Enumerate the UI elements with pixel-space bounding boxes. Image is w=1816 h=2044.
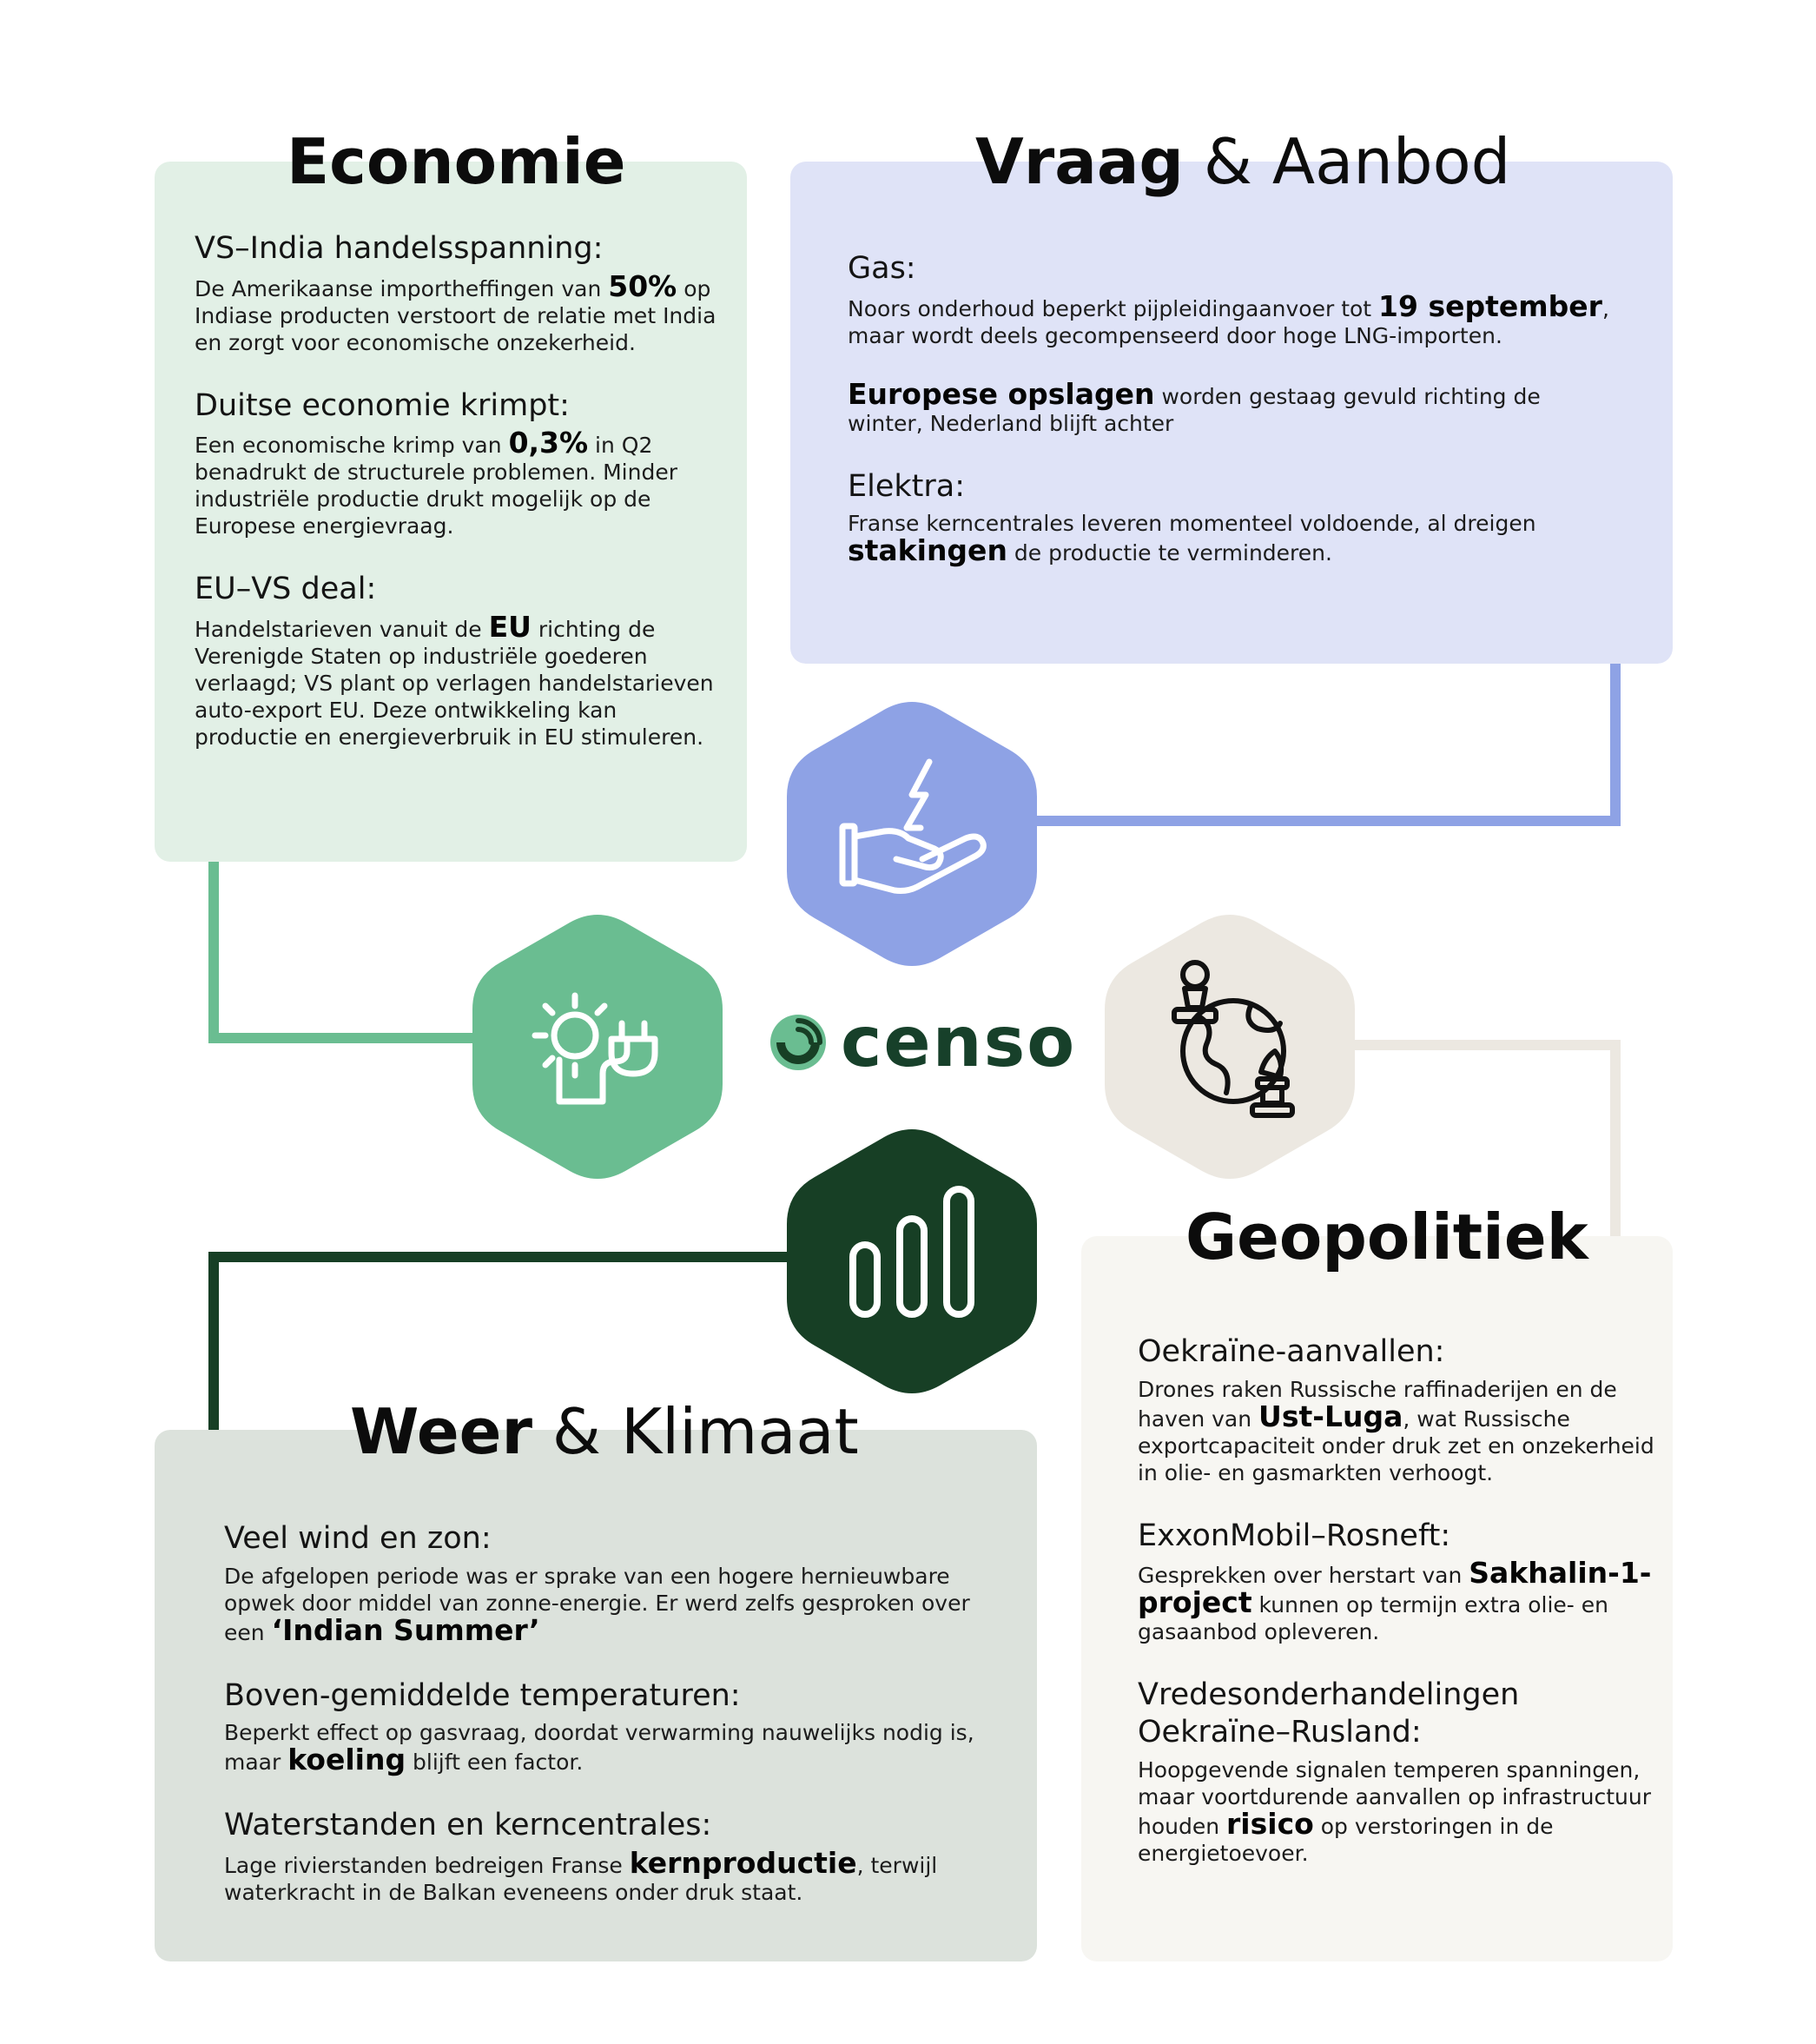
vraag-aanbod-content (848, 250, 1621, 598)
geo-section-1 (1138, 1333, 1659, 1486)
vraag-section-1 (848, 250, 1621, 349)
section-heading: Elektra: (848, 468, 965, 504)
section-text: De Amerikaanse importheffingen van 50% op Indiase producten verstoort de relatie met India en zorgt voor economische onzekerheid. (195, 268, 716, 355)
vraag-section-3 (848, 468, 1621, 567)
geopolitiek-hex (1105, 912, 1355, 1181)
section-text: Europese opslagen worden gestaag gevuld richting de winter, Nederland blijft achter (848, 376, 1541, 436)
economie-section-1 (195, 230, 724, 356)
section-text: Noors onderhoud beperkt pijpleidingaanvoer tot 19 september, maar wordt deels gecompenseerd door hoge LNG-importen. (848, 288, 1609, 348)
weer-section-2 (224, 1677, 997, 1776)
section-heading: Vredesonderhandelingen Oekraïne–Rusland: (1138, 1677, 1520, 1750)
section-heading: EU–VS deal: (195, 572, 377, 607)
vraag-section-2 (848, 376, 1621, 437)
section-heading: Boven-gemiddelde temperaturen: (224, 1677, 741, 1713)
weer-section-1 (224, 1520, 997, 1646)
section-heading: Veel wind en zon: (224, 1521, 492, 1556)
vraag-aanbod-title: Vraag & Aanbod (975, 125, 1511, 198)
weer-section-3 (224, 1807, 997, 1906)
economie-content (195, 230, 724, 782)
geo-section-3 (1138, 1677, 1659, 1866)
section-text: Franse kerncentrales leveren momenteel voldoende, al dreigen stakingen de productie te verminderen. (848, 511, 1536, 568)
section-heading: Gas: (848, 251, 916, 286)
section-heading: VS–India handelsspanning: (195, 231, 604, 266)
logo-text: censo (841, 1002, 1077, 1082)
economie-section-2 (195, 387, 724, 540)
weer-klimaat-hex (787, 1127, 1037, 1396)
economie-section-3 (195, 571, 724, 751)
section-text: Gesprekken over herstart van Sakhalin-1-project kunnen op termijn extra olie- en gasaanbod opleveren. (1138, 1556, 1652, 1645)
section-heading: Waterstanden en kerncentrales: (224, 1808, 712, 1843)
section-text: Lage rivierstanden bedreigen Franse kernproductie, terwijl waterkracht in de Balkan eveneens onder druk staat. (224, 1846, 938, 1906)
section-text: De afgelopen periode was er sprake van een hogere hernieuwbare opwek door middel van zonne-energie. Er werd zelfs gesproken over een ‘Indian Summer’ (224, 1563, 970, 1647)
censo-logo-icon (768, 1012, 829, 1073)
economie-title: Economie (287, 125, 626, 198)
geopolitiek-content (1138, 1333, 1659, 1898)
section-heading: ExxonMobil–Rosneft: (1138, 1518, 1451, 1553)
vraag-aanbod-hex (787, 699, 1037, 969)
weer-klimaat-content (224, 1520, 997, 1937)
section-text: Een economische krimp van 0,3% in Q2 benadrukt de structurele problemen. Minder industriële productie drukt mogelijk op de Europese energievraag. (195, 426, 678, 539)
section-heading: Oekraïne-aanvallen: (1138, 1334, 1445, 1369)
section-text: Hoopgevende signalen temperen spanningen, maar voortdurende aanvallen op infrastructuur houden risico op verstoringen in de energietoevoer. (1138, 1756, 1651, 1866)
section-text: Handelstarieven vanuit de EU richting de Verenigde Staten op industriële goederen verlaagd; VS plant op verlagen handelstarieven auto-export EU. Deze ontwikkeling kan productie en energieverbruik in EU stimuleren. (195, 610, 714, 751)
weer-klimaat-title: Weer & Klimaat (350, 1395, 859, 1468)
section-text: Drones raken Russische raffinaderijen en de haven van Ust-Luga, wat Russische exportcapaciteit onder druk zet en onzekerheid in olie- en gasmarkten verhoogt. (1138, 1376, 1654, 1485)
geo-section-2 (1138, 1518, 1659, 1646)
economie-hex (472, 912, 723, 1181)
section-heading: Duitse economie krimpt: (195, 387, 570, 423)
section-text: Beperkt effect op gasvraag, doordat verwarming nauwelijks nodig is, maar koeling blijft een factor. (224, 1720, 974, 1777)
geopolitiek-title: Geopolitiek (1185, 1201, 1588, 1273)
